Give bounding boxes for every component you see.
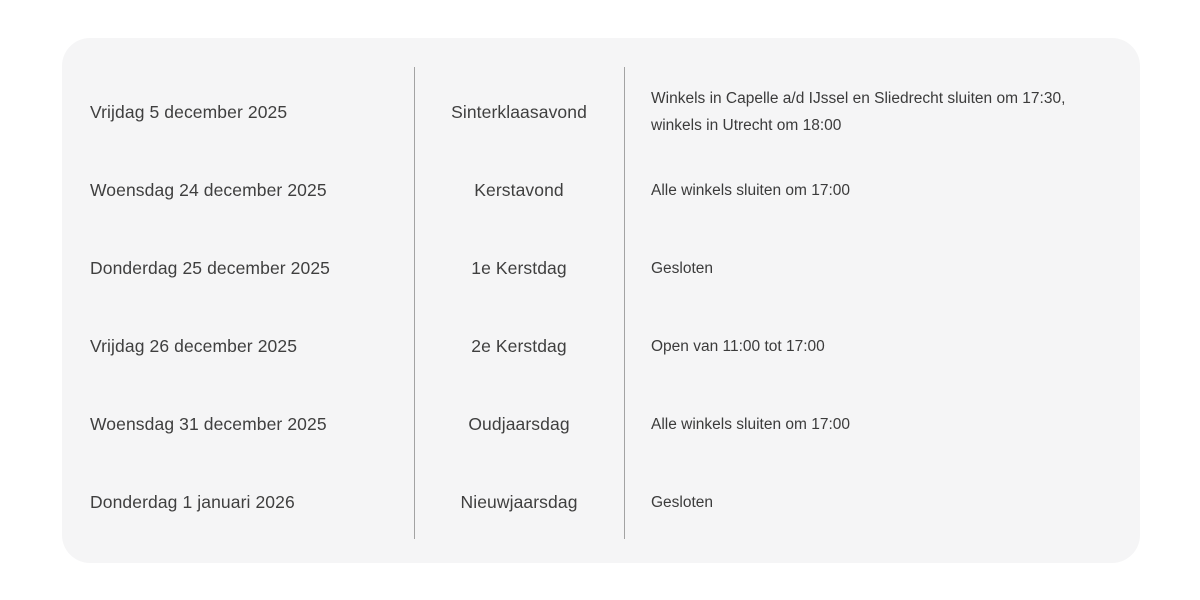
date-cell: Vrijdag 5 december 2025 xyxy=(90,101,288,122)
date-cell: Woensdag 24 december 2025 xyxy=(90,179,327,200)
date-cell: Donderdag 1 januari 2026 xyxy=(90,491,295,512)
holiday-cell: Nieuwjaarsdag xyxy=(460,491,578,512)
table-row xyxy=(62,73,1140,151)
hours-cell: Alle winkels sluiten om 17:00 xyxy=(651,415,851,433)
table-row xyxy=(62,463,1140,541)
holiday-cell: Kerstavond xyxy=(474,179,564,200)
holiday-opening-hours-card xyxy=(62,38,1140,563)
holiday-cell: 1e Kerstdag xyxy=(471,257,567,278)
holiday-rows xyxy=(62,73,1140,541)
table-row xyxy=(62,229,1140,307)
holiday-cell: Sinterklaasavond xyxy=(451,101,587,122)
hours-cell: Alle winkels sluiten om 17:00 xyxy=(651,181,851,199)
holiday-cell: Oudjaarsdag xyxy=(468,413,570,434)
hours-cell: Gesloten xyxy=(651,259,714,277)
holiday-cell: 2e Kerstdag xyxy=(471,335,567,356)
date-cell: Woensdag 31 december 2025 xyxy=(90,413,327,434)
date-cell: Donderdag 25 december 2025 xyxy=(90,257,330,278)
table-row xyxy=(62,385,1140,463)
hours-cell: Open van 11:00 tot 17:00 xyxy=(651,337,825,355)
table-row xyxy=(62,307,1140,385)
table-row xyxy=(62,151,1140,229)
hours-cell: Winkels in Capelle a/d IJssel en Sliedrecht sluiten om 17:30, winkels in Utrecht om 18:00 xyxy=(651,90,1066,134)
date-cell: Vrijdag 26 december 2025 xyxy=(90,335,298,356)
hours-cell: Gesloten xyxy=(651,493,714,511)
